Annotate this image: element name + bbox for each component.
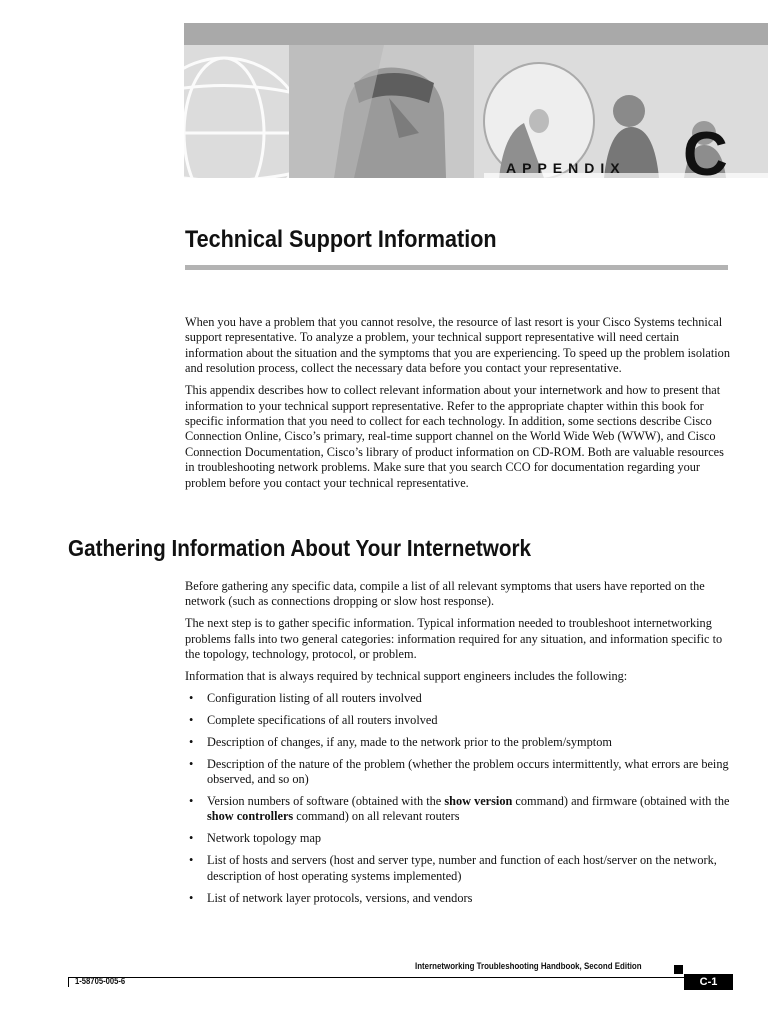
chapter-title: Technical Support Information — [185, 226, 497, 253]
requirements-list — [185, 691, 730, 906]
footer-isbn: 1-58705-005-6 — [75, 976, 126, 986]
list-item: • Description of changes, if any, made to the network prior to the problem/symptom — [189, 734, 612, 749]
list-item: • Description of the nature of the problem (whether the problem occurs intermittently, what errors are being observed, and so on) — [189, 756, 729, 787]
command-show-controllers: show controllers — [207, 809, 294, 824]
intro-paragraph: This appendix describes how to collect relevant information about your internetwork and how to present that information to your technical support representative. Refer to the appropriate chapter within this book for specific information that you need to collect for each technology. In addition, some sections describe Cisco Connection Online, Cisco’s primary, real-time support channel on the World Wide Web (WWW), and Cisco Connection Documentation, Cisco’s library of product information on CD-ROM. Both are valuable resources in troubleshooting network problems. Make sure that you search CCO for documentation regarding your problem before you contact your technical representative. — [185, 383, 724, 490]
bullet-icon: • — [189, 831, 194, 846]
intro-text — [185, 315, 730, 497]
list-item: • List of hosts and servers (host and server type, number and function of each host/server on the network, description of host operating systems implemented) — [189, 853, 717, 883]
list-item: • List of network layer protocols, versions, and vendors — [189, 890, 473, 905]
intro-paragraph: When you have a problem that you cannot resolve, the resource of last resort is your Cisco Systems technical support representative. To analyze a problem, your technical support representative will need certain information about the situation and the symptoms that you are experiencing. To speed up the problem isolation and resolution process, collect the necessary data before you contact your representative. — [185, 315, 730, 376]
section-paragraph: The next step is to gather specific information. Typical information needed to troubleshoot internetworking problems falls into two general categories: information required for any situation, and information specific to the topology, technology, protocol, or problem. — [185, 616, 723, 662]
bullet-icon: • — [189, 690, 194, 705]
footer-rule — [68, 977, 684, 978]
list-item: • Version numbers of software (obtained with the show version command) and firmware (obtained with the show controllers command) on all relevant routers — [189, 793, 730, 824]
footer-book-title: Internetworking Troubleshooting Handbook, Second Edition — [415, 961, 642, 971]
appendix-letter: C — [683, 120, 728, 189]
bullet-icon: • — [189, 890, 194, 905]
section-heading: Gathering Information About Your Internetwork — [68, 535, 532, 561]
section-body — [185, 579, 730, 912]
bullet-icon: • — [189, 734, 194, 749]
footer-tick — [68, 977, 69, 987]
command-show-version: show version — [444, 793, 513, 808]
bullet-icon: • — [189, 793, 194, 808]
appendix-label: APPENDIX — [506, 160, 626, 176]
page-number: C-1 — [684, 974, 733, 990]
list-item: • Configuration listing of all routers involved — [189, 690, 422, 705]
bullet-icon: • — [189, 853, 194, 868]
section-paragraph: Before gathering any specific data, compile a list of all relevant symptoms that users have reported on the network (such as connections dropping or slow host response). — [185, 579, 705, 609]
banner-illustration-icon — [184, 23, 768, 178]
bullet-icon: • — [189, 712, 194, 727]
list-item: • Complete specifications of all routers involved — [189, 712, 438, 727]
section-paragraph: Information that is always required by technical support engineers includes the following: — [185, 669, 628, 684]
footer-marker — [674, 965, 683, 974]
list-item: • Network topology map — [189, 831, 322, 846]
title-rule — [185, 265, 728, 270]
bullet-icon: • — [189, 756, 194, 771]
